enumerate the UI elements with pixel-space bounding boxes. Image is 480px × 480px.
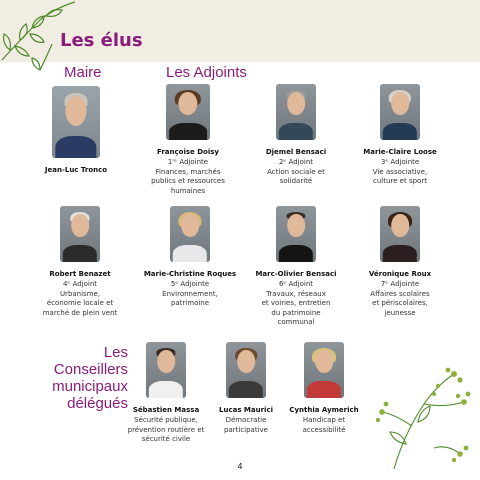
conseiller-name: Sébastien Massa: [132, 406, 200, 414]
adjoint-photo: [276, 84, 316, 140]
adjoint-rank: 3ᵉ Adjointe: [380, 158, 420, 167]
section-label-line: Les Conseillers: [53, 344, 128, 378]
adjoint-role-line: économie locale et: [46, 299, 114, 308]
adjoint-card: [340, 148, 460, 187]
adjoint-name: Françoise Doisy: [157, 148, 219, 156]
adjoint-photo: [60, 206, 100, 262]
conseiller-role-line: sécurité civile: [141, 435, 191, 444]
conseiller-name: Cynthia Aymerich: [289, 406, 359, 414]
adjoint-role-line: Environnement,: [162, 289, 218, 298]
section-adjoints-label: Les Adjoints: [166, 64, 247, 81]
adjoint-role-line: solidarité: [279, 177, 313, 186]
adjoint-role-line: Affaires scolaires: [370, 289, 430, 298]
adjoint-rank: 1ʳᵉ Adjointe: [167, 158, 209, 167]
adjoint-photo: [380, 206, 420, 262]
section-maire-label: Maire: [64, 64, 102, 81]
section-label-line: délégués: [67, 395, 128, 412]
conseiller-role-line: Démocratie: [225, 416, 267, 425]
adjoint-card: [128, 148, 248, 196]
conseiller-photo: [304, 342, 344, 398]
adjoint-role-line: publics et ressources: [151, 177, 225, 186]
adjoint-photo: [380, 84, 420, 140]
adjoint-card: [236, 270, 356, 327]
conseiller-role-line: Handicap et: [302, 416, 346, 425]
adjoint-name: Marie-Christine Roques: [143, 270, 237, 278]
maire-photo: [52, 86, 100, 158]
conseiller-role-line: prévention routière et: [127, 425, 205, 434]
adjoint-rank: 7ᵉ Adjointe: [380, 280, 420, 289]
section-conseillers-label: [30, 344, 128, 412]
adjoint-card: [340, 270, 460, 318]
adjoint-rank: 2ᵉ Adjoint: [278, 158, 314, 167]
conseiller-role-line: participative: [224, 425, 268, 434]
conseiller-card: [264, 406, 384, 435]
conseiller-role-line: accessibilité: [302, 425, 346, 434]
berry-branch-icon: [374, 364, 474, 474]
adjoint-role-line: et périscolaires,: [372, 299, 428, 308]
maire-name: Jean-Luc Tronco: [44, 166, 108, 174]
conseiller-name: Lucas Maurici: [219, 406, 273, 414]
page-number: 4: [237, 462, 243, 471]
adjoint-role-line: et voiries, entretien: [261, 299, 331, 308]
adjoint-name: Djemel Bensaci: [265, 148, 327, 156]
page-title: Les élus: [60, 30, 143, 51]
adjoint-role-line: jeunesse: [384, 308, 416, 317]
adjoint-name: Véronique Roux: [368, 270, 432, 278]
adjoint-role-line: Travaux, réseaux: [266, 289, 326, 298]
adjoint-photo: [170, 206, 210, 262]
adjoint-name: Marc-Olivier Bensaci: [255, 270, 337, 278]
adjoint-card: [20, 270, 140, 318]
adjoint-role-line: communal: [277, 318, 315, 327]
adjoint-rank: 4ᵉ Adjoint: [62, 280, 98, 289]
adjoint-photo: [166, 84, 210, 140]
adjoint-photo: [276, 206, 316, 262]
adjoint-role-line: culture et sport: [373, 177, 427, 186]
maire-card: [16, 166, 136, 176]
adjoint-role-line: humaines: [170, 186, 206, 195]
conseiller-photo: [146, 342, 186, 398]
adjoint-role-line: Finances, marchés: [155, 167, 221, 176]
adjoint-role-line: patrimoine: [170, 299, 210, 308]
adjoint-role-line: Action sociale et: [267, 167, 325, 176]
conseiller-role-line: Sécurité publique,: [134, 416, 198, 425]
adjoint-name: Robert Benazet: [49, 270, 111, 278]
adjoint-role-line: Urbanisme,: [59, 289, 101, 298]
adjoint-card: [236, 148, 356, 187]
adjoint-role-line: Vie associative,: [372, 167, 428, 176]
section-label-line: municipaux: [52, 378, 128, 395]
adjoint-role-line: marché de plein vent: [42, 308, 118, 317]
adjoint-rank: 6ᵉ Adjoint: [278, 280, 314, 289]
adjoint-card: [130, 270, 250, 309]
adjoint-role-line: du patrimoine: [271, 308, 321, 317]
adjoint-name: Marie-Claire Loose: [363, 148, 437, 156]
adjoint-rank: 5ᵉ Adjointe: [170, 280, 210, 289]
conseiller-photo: [226, 342, 266, 398]
